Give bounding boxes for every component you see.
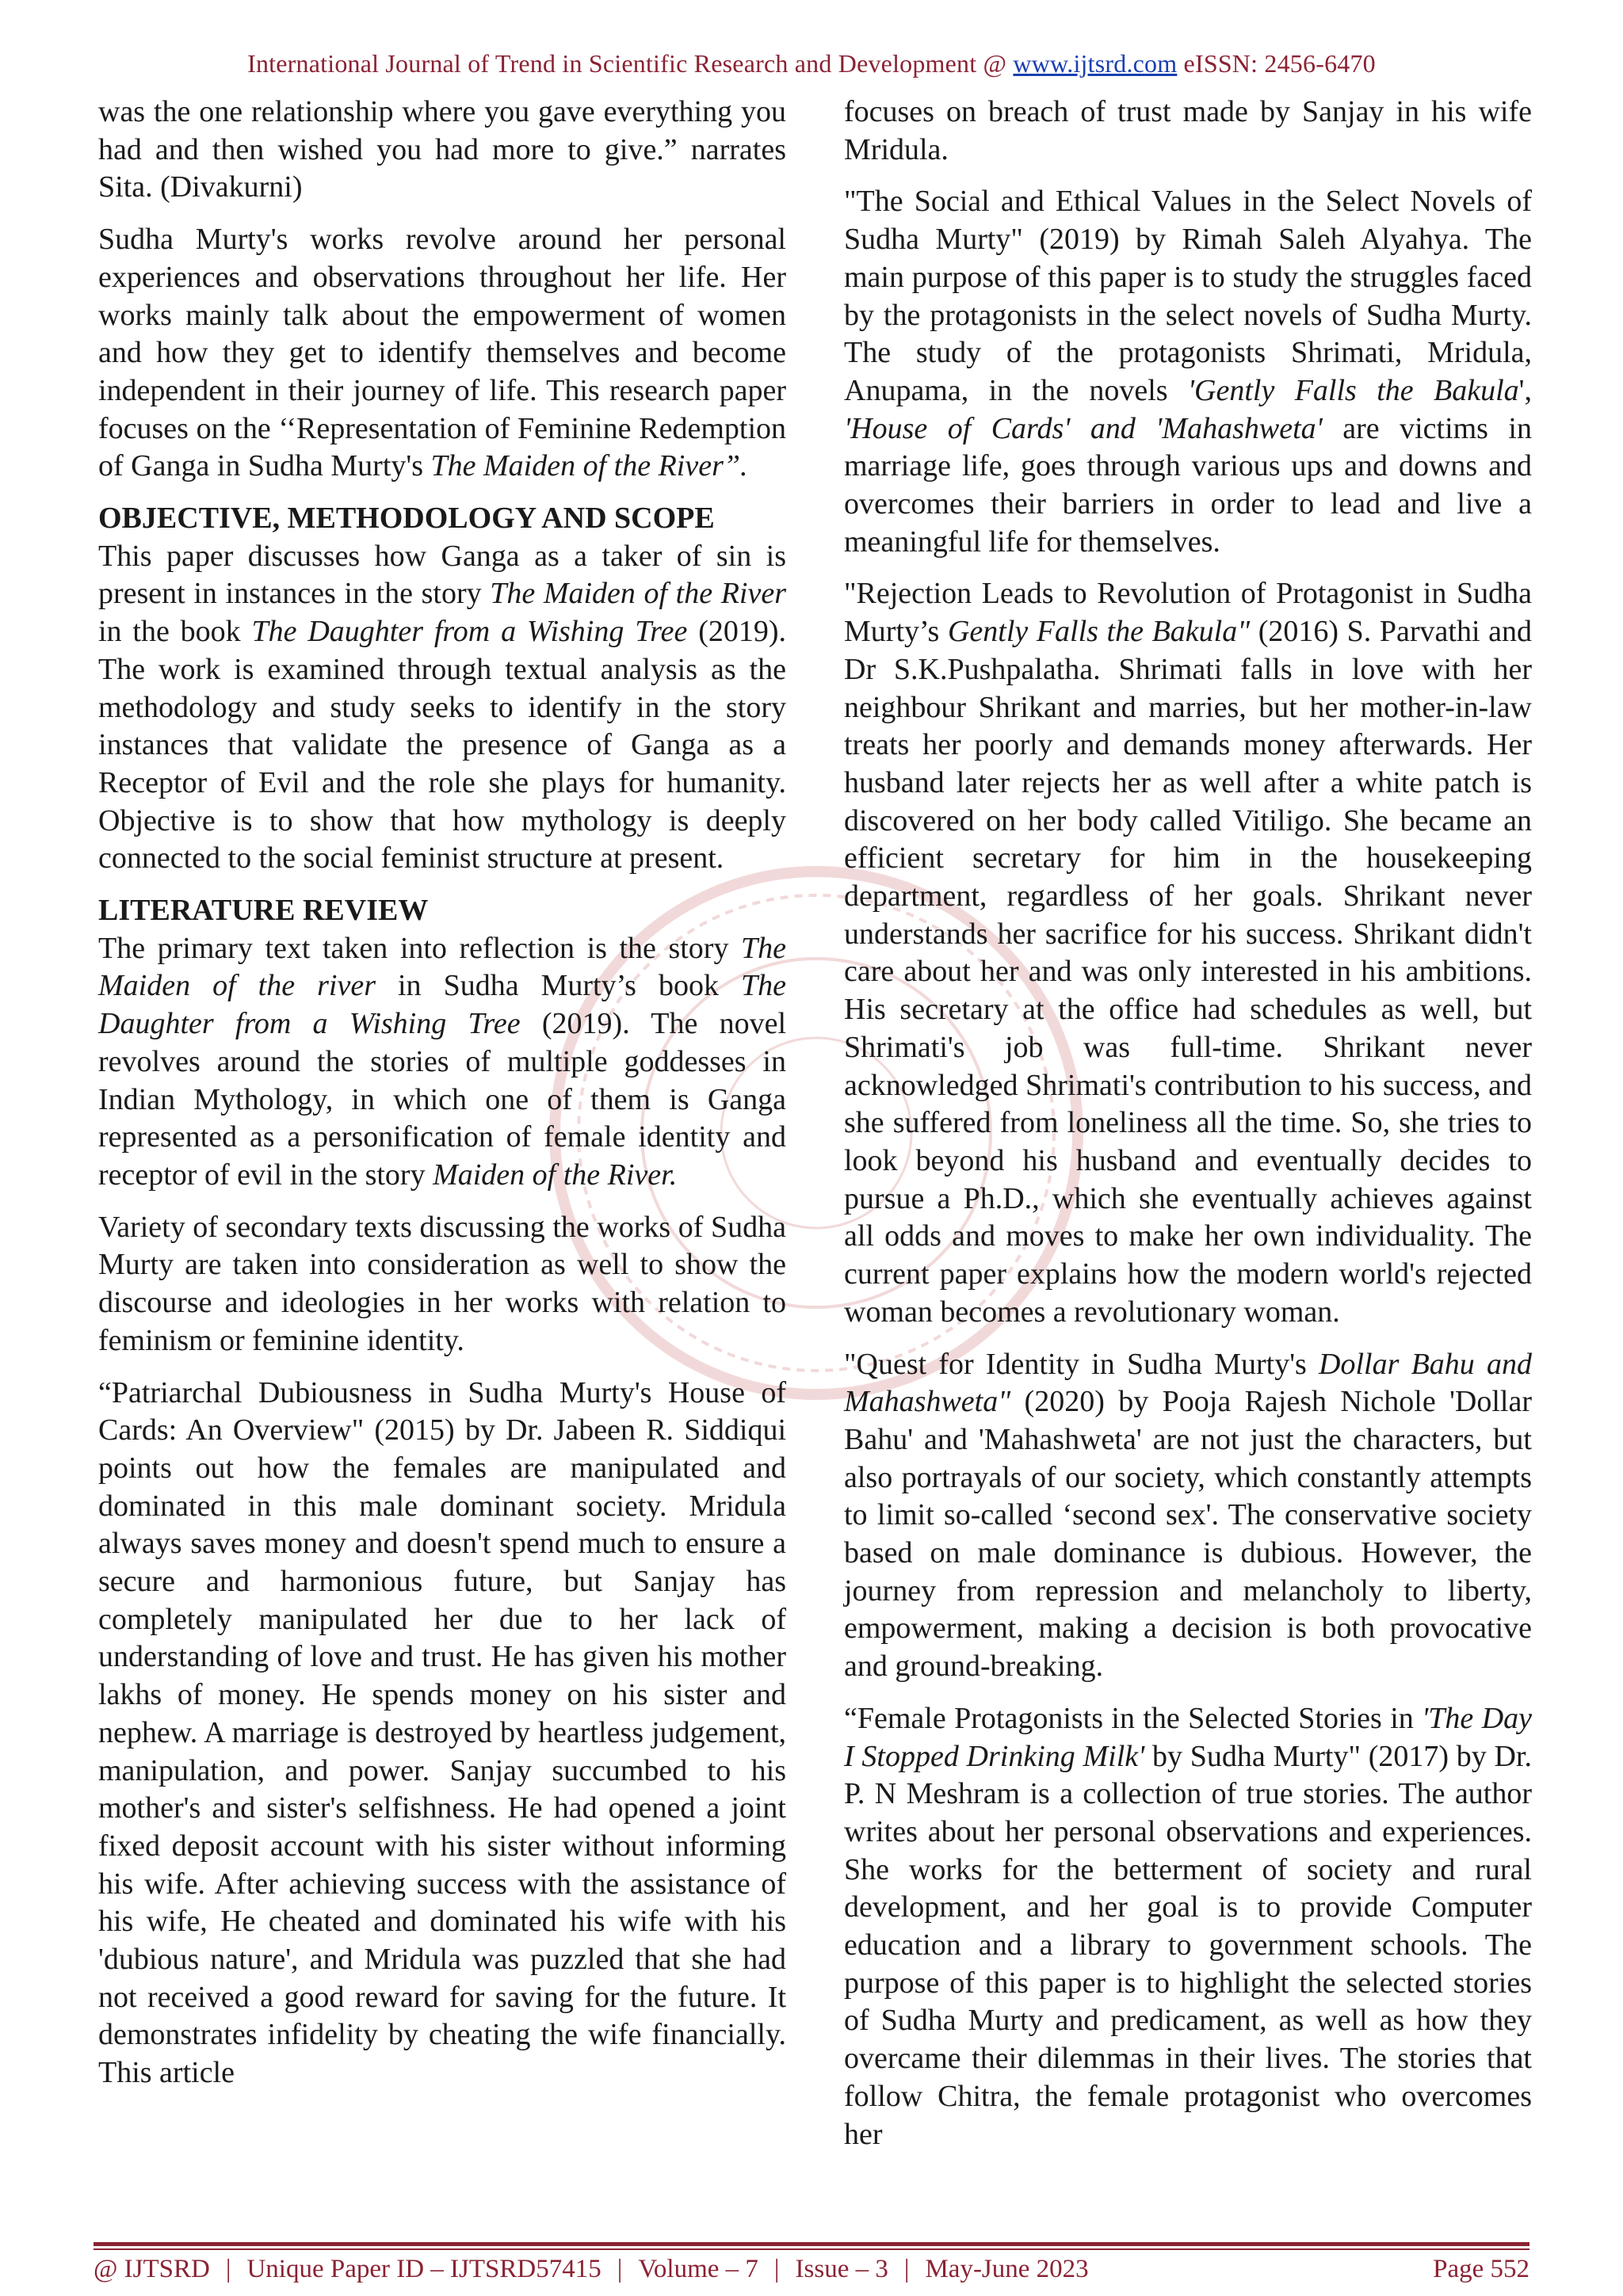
footer-rule [94,2242,1529,2246]
footer-volume: Volume – 7 [638,2255,758,2283]
section-heading-objective: OBJECTIVE, METHODOLOGY AND SCOPE [98,502,715,536]
footer-paper-id: Unique Paper ID – IJTSRD57415 [246,2255,601,2283]
footer-rule-thin [94,2248,1529,2250]
journal-url-link[interactable]: www.ijtsrd.com [1013,49,1178,78]
running-header [0,49,1623,78]
paragraph: focuses on breach of trust made by Sanjay in his wife Mridula. [844,95,1532,166]
paragraph: The primary text taken into reflection is the story The Maiden of the river in Sudha Murty’s book The Daughter from a Wishing Tree (2019). The novel revolves around the stories of multiple goddesses in Indian Mythology, in which one of them is Ganga represented as a personification of female identity and receptor of evil in the story Maiden of the River. [98,931,787,1192]
paragraph: “Patriarchal Dubiousness in Sudha Murty's House of Cards: An Overview" (2015) by Dr. Jabeen R. Siddiqui points out how the females are manipulated and dominated in this male dominant society. Mridula always saves money and doesn't spend much to ensure a secure and harmonious future, but Sanjay has completely manipulated her due to her lack of understanding of love and trust. He has given his mother lakhs of money. He spends money on his sister and nephew. A marriage is destroyed by heartless judgement, manipulation, and power. Sanjay succumbed to his mother's and sister's selfishness. He had opened a joint fixed deposit account with his sister without informing his wife. After achieving success with the assistance of his wife, He cheated and dominated his wife with his 'dubious nature', and Mridula was puzzled that she had not received a good reward for saving for the future. It demonstrates infidelity by cheating the wife financially. This article [98,1375,786,2090]
footer-brand: @ IJTSRD [94,2255,210,2283]
page-number: Page 552 [1433,2255,1529,2283]
section-heading-literature-review: LITERATURE REVIEW [98,894,429,928]
footer-date: May-June 2023 [925,2255,1089,2283]
right-column [844,93,1532,2168]
footer-info: @ IJTSRD | Unique Paper ID – IJTSRD57415 | Volume – 7 | Issue – 3 | May-June 2023 [94,2255,1089,2283]
paragraph: Variety of secondary texts discussing the works of Sudha Murty are taken into consideration as well to show the discourse and ideologies in her works with relation to feminism or feminine identity. [98,1210,786,1357]
footer-issue: Issue – 3 [795,2255,888,2283]
running-footer [94,2255,1529,2290]
paragraph: was the one relationship where you gave everything you had and then wished you had more to give.” narrates Sita. (Divakurni) [98,95,786,204]
journal-name: International Journal of Trend in Scientific Research and Development @ [247,49,1014,78]
paragraph: "Quest for Identity in Sudha Murty's Dollar Bahu and Mahashweta" (2020) by Pooja Rajesh Nichole 'Dollar Bahu' and 'Mahashweta' are not just the characters, but also portrayals of our society, which constantly attempts to limit so-called ‘second sex'. The conservative society based on male dominance is dubious. However, the journey from repression and melancholy to liberty, empowerment, making a decision is both provocative and ground-breaking. [844,1347,1532,1684]
paragraph: "The Social and Ethical Values in the Select Novels of Sudha Murty" (2019) by Rimah Saleh Alyahya. The main purpose of this paper is to study the struggles faced by the protagonists in the select novels of Sudha Murty. The study of the protagonists Shrimati, Mridula, Anupama, in the novels 'Gently Falls the Bakula', 'House of Cards' and 'Mahashweta' are victims in marriage life, goes through various ups and downs and overcomes their barriers in order to lead and live a meaningful life for themselves. [844,185,1532,559]
left-column [98,93,786,2107]
journal-issn: eISSN: 2456-6470 [1177,49,1376,78]
paragraph: Sudha Murty's works revolve around her personal experiences and observations throughout her life. Her works mainly talk about the empowerment of women and how they get to identify themselves and become independent in their journey of life. This research paper focuses on the ‘‘Representation of Feminine Redemption of Ganga in Sudha Murty's The Maiden of the River”. [98,223,786,483]
paragraph: “Female Protagonists in the Selected Stories in 'The Day I Stopped Drinking Milk' by Sudha Murty" (2017) by Dr. P. N Meshram is a collection of true stories. The author writes about her personal observations and experiences. She works for the betterment of society and rural development, and her goal is to provide Computer education and a library to government schools. The purpose of this paper is to highlight the selected stories of Sudha Murty and predicament, as well as how they overcame their dilemmas in their lives. The stories that follow Chitra, the female protagonist who overcomes her [844,1701,1532,2151]
paragraph: This paper discusses how Ganga as a taker of sin is present in instances in the story The Maiden of the River in the book The Daughter from a Wishing Tree (2019). The work is examined through textual analysis as the methodology and study seeks to identify in the story instances that validate the presence of Ganga as a Receptor of Evil and the role she plays for humanity. Objective is to show that how mythology is deeply connected to the social feminist structure at present. [98,539,787,875]
paragraph: "Rejection Leads to Revolution of Protagonist in Sudha Murty’s Gently Falls the Bakula" (2016) S. Parvathi and Dr S.K.Pushpalatha. Shrimati falls in love with her neighbour Shrikant and marries, but her mother-in-law treats her poorly and demands money afterwards. Her husband later rejects her as well after a white patch is discovered on her body called Vitiligo. She became an efficient secretary for him in the housekeeping department, regardless of her goals. Shrikant never understands her sacrifice for his success. Shrikant didn't care about her and was only interested in his ambitions. His secretary at the office had schedules as well, but Shrimati's job was full-time. Shrikant never acknowledged Shrimati's contribution to his success, and she suffered from loneliness all the time. So, she tries to look beyond his husband and eventually decides to pursue a Ph.D., which she eventually achieves against all odds and moves to make her own individuality. The current paper explains how the modern world's rejected woman becomes a revolutionary woman. [844,577,1532,1329]
